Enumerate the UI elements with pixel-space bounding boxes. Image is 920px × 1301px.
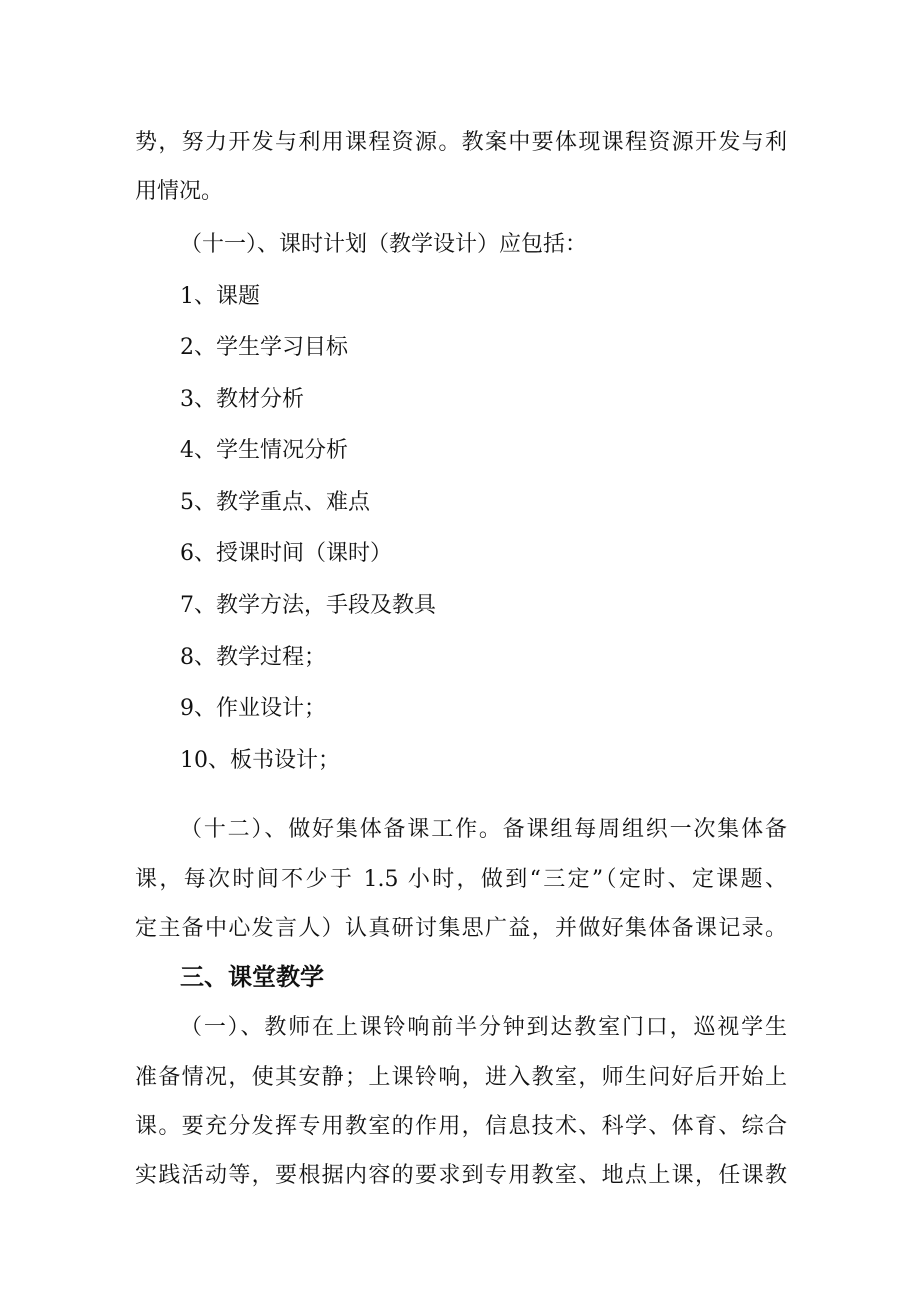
paragraph-line: 准备情况，使其安静；上课铃响，进入教室，师生问好后开始上: [135, 1065, 787, 1090]
paragraph-line: （十二）、做好集体备课工作。备课组每周组织一次集体备: [180, 817, 787, 842]
list-item: 2、学生学习目标: [180, 335, 348, 360]
list-item: 6、授课时间（课时）: [180, 541, 392, 566]
list-item: 3、教材分析: [180, 387, 304, 412]
list-item: 8、教学过程；: [180, 645, 326, 670]
list-item: 10、板书设计；: [180, 748, 340, 773]
section-heading: 三、课堂教学: [180, 963, 324, 991]
list-item: 7、教学方法，手段及教具: [180, 593, 436, 618]
paragraph-line: 课，每次时间不少于 1.5 小时，做到“三定”（定时、定课题、: [135, 867, 787, 892]
paragraph-line: 实践活动等，要根据内容的要求到专用教室、地点上课，任课教: [135, 1163, 787, 1188]
list-item: 4、学生情况分析: [180, 438, 348, 463]
paragraph-line: 势，努力开发与利用课程资源。教案中要体现课程资源开发与利: [135, 130, 787, 155]
list-item: 5、教学重点、难点: [180, 490, 370, 515]
list-item: 9、作业设计；: [180, 696, 326, 721]
paragraph-line: 定主备中心发言人）认真研讨集思广益，并做好集体备课记录。: [135, 916, 787, 941]
section-11-title: （十一）、课时计划（教学设计）应包括：: [180, 232, 588, 257]
paragraph-line: 课。要充分发挥专用教室的作用，信息技术、科学、体育、综合: [135, 1114, 787, 1139]
paragraph-line: 用情况。: [135, 179, 224, 204]
paragraph-line: （一）、教师在上课铃响前半分钟到达教室门口，巡视学生: [180, 1015, 787, 1040]
list-item: 1、课题: [180, 284, 260, 309]
